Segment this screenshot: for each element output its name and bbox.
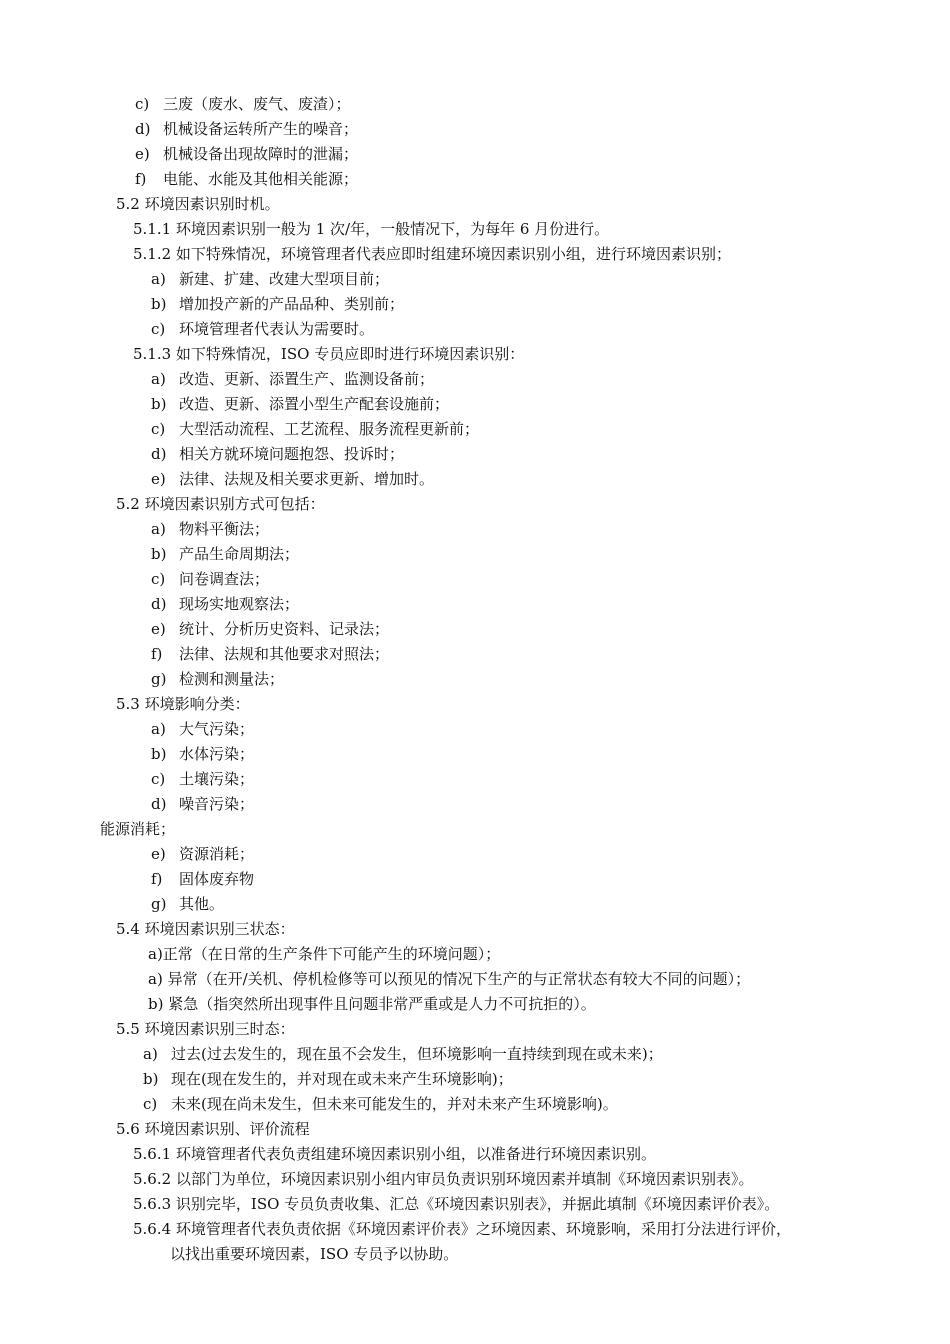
list-item-text: 其他。 bbox=[179, 895, 225, 913]
list-item-marker: e) bbox=[135, 145, 150, 163]
list-item bbox=[0, 292, 950, 317]
list-item bbox=[0, 867, 950, 892]
list-item-marker: b) bbox=[151, 295, 167, 313]
list-item-text: 土壤污染； bbox=[179, 770, 255, 788]
list-item-marker: b) bbox=[143, 1070, 159, 1088]
list-item-marker: d) bbox=[135, 120, 151, 138]
paragraph-text: 以找出重要环境因素，ISO 专员予以协助。 bbox=[170, 1245, 459, 1263]
paragraph-line bbox=[0, 992, 950, 1017]
paragraph-line bbox=[0, 967, 950, 992]
paragraph-line bbox=[0, 1217, 950, 1242]
paragraph-text: 5.1.1 环境因素识别一般为 1 次/年，一般情况下，为每年 6 月份进行。 bbox=[133, 220, 610, 238]
paragraph-line bbox=[0, 1192, 950, 1217]
paragraph-line bbox=[0, 1117, 950, 1142]
paragraph-line bbox=[0, 817, 950, 842]
list-item-marker: d) bbox=[151, 445, 167, 463]
paragraph-text: 5.2 环境因素识别方式可包括： bbox=[116, 495, 325, 513]
paragraph-text: 5.1.3 如下特殊情况，ISO 专员应即时进行环境因素识别： bbox=[133, 345, 525, 363]
list-item-marker: b) bbox=[151, 395, 167, 413]
list-item bbox=[0, 1067, 950, 1092]
list-item bbox=[0, 92, 950, 117]
list-item-text: 法律、法规及相关要求更新、增加时。 bbox=[179, 470, 435, 488]
list-item-text: 资源消耗； bbox=[179, 845, 255, 863]
list-item-text: 电能、水能及其他相关能源； bbox=[163, 170, 359, 188]
list-item-marker: a) bbox=[143, 1045, 158, 1063]
list-item bbox=[0, 142, 950, 167]
paragraph-text: 5.1.2 如下特殊情况，环境管理者代表应即时组建环境因素识别小组，进行环境因素识别； bbox=[133, 245, 731, 263]
list-item bbox=[0, 417, 950, 442]
paragraph-text: 5.4 环境因素识别三状态： bbox=[116, 920, 295, 938]
list-item-text: 机械设备出现故障时的泄漏； bbox=[163, 145, 359, 163]
paragraph-text: 5.6.2 以部门为单位，环境因素识别小组内审员负责识别环境因素并填制《环境因素识别表》。 bbox=[133, 1170, 754, 1188]
list-item-marker: a) bbox=[151, 270, 166, 288]
list-item bbox=[0, 842, 950, 867]
list-item-text: 问卷调查法； bbox=[179, 570, 270, 588]
list-item bbox=[0, 892, 950, 917]
list-item-marker: b) bbox=[151, 545, 167, 563]
list-item-text: 产品生命周期法； bbox=[179, 545, 300, 563]
paragraph-text: a) 异常（在开/关机、停机检修等可以预见的情况下生产的与正常状态有较大不同的问题）； bbox=[148, 970, 751, 988]
list-item-marker: c) bbox=[151, 570, 166, 588]
list-item-marker: a) bbox=[151, 370, 166, 388]
list-item bbox=[0, 392, 950, 417]
paragraph-line bbox=[0, 1242, 950, 1267]
list-item-text: 现场实地观察法； bbox=[179, 595, 300, 613]
list-item bbox=[0, 117, 950, 142]
paragraph-text: 5.6.4 环境管理者代表负责依据《环境因素评价表》之环境因素、环境影响，采用打分法进行评价， bbox=[133, 1220, 791, 1238]
list-item bbox=[0, 1042, 950, 1067]
paragraph-text: 5.5 环境因素识别三时态： bbox=[116, 1020, 295, 1038]
paragraph-text: b) 紧急（指突然所出现事件且问题非常严重或是人力不可抗拒的）。 bbox=[148, 995, 596, 1013]
list-item bbox=[0, 742, 950, 767]
paragraph-text: 5.6 环境因素识别、评价流程 bbox=[116, 1120, 310, 1138]
paragraph-line bbox=[0, 1017, 950, 1042]
paragraph-text: 能源消耗； bbox=[100, 820, 176, 838]
paragraph-line bbox=[0, 917, 950, 942]
paragraph-text: 5.3 环境影响分类： bbox=[116, 695, 250, 713]
list-item-marker: f) bbox=[151, 645, 163, 663]
list-item-marker: e) bbox=[151, 845, 166, 863]
list-item bbox=[0, 717, 950, 742]
list-item-text: 增加投产新的产品品种、类别前； bbox=[179, 295, 405, 313]
list-item-marker: d) bbox=[151, 595, 167, 613]
list-item-text: 噪音污染； bbox=[179, 795, 255, 813]
list-item bbox=[0, 367, 950, 392]
list-item bbox=[0, 442, 950, 467]
list-item bbox=[0, 267, 950, 292]
list-item bbox=[0, 517, 950, 542]
list-item-marker: e) bbox=[151, 470, 166, 488]
paragraph-line bbox=[0, 1167, 950, 1192]
paragraph-line bbox=[0, 942, 950, 967]
list-item-marker: c) bbox=[151, 320, 166, 338]
list-item bbox=[0, 642, 950, 667]
list-item bbox=[0, 667, 950, 692]
list-item-text: 大型活动流程、工艺流程、服务流程更新前； bbox=[179, 420, 480, 438]
list-item bbox=[0, 592, 950, 617]
list-item-text: 三废（废水、废气、废渣）； bbox=[163, 95, 351, 113]
list-item bbox=[0, 792, 950, 817]
list-item bbox=[0, 467, 950, 492]
list-item-text: 机械设备运转所产生的噪音； bbox=[163, 120, 359, 138]
list-item bbox=[0, 617, 950, 642]
list-item-text: 检测和测量法； bbox=[179, 670, 285, 688]
list-item-text: 环境管理者代表认为需要时。 bbox=[179, 320, 375, 338]
list-item-text: 改造、更新、添置生产、监测设备前； bbox=[179, 370, 435, 388]
list-item-marker: c) bbox=[151, 770, 166, 788]
list-item-marker: d) bbox=[151, 795, 167, 813]
list-item-marker: g) bbox=[151, 670, 167, 688]
list-item-marker: f) bbox=[135, 170, 147, 188]
list-item-marker: a) bbox=[151, 720, 166, 738]
paragraph-text: 5.6.1 环境管理者代表负责组建环境因素识别小组，以准备进行环境因素识别。 bbox=[133, 1145, 656, 1163]
list-item-text: 未来(现在尚未发生，但未来可能发生的，并对未来产生环境影响)。 bbox=[171, 1095, 618, 1113]
list-item bbox=[0, 567, 950, 592]
list-item bbox=[0, 767, 950, 792]
list-item-text: 改造、更新、添置小型生产配套设施前； bbox=[179, 395, 450, 413]
paragraph-text: 5.6.3 识别完毕，ISO 专员负责收集、汇总《环境因素识别表》，并据此填制《环境因素评价表》。 bbox=[133, 1195, 780, 1213]
paragraph-line bbox=[0, 1142, 950, 1167]
list-item-text: 现在(现在发生的，并对现在或未来产生环境影响)； bbox=[171, 1070, 513, 1088]
list-item-marker: c) bbox=[135, 95, 150, 113]
list-item-text: 过去(过去发生的，现在虽不会发生，但环境影响一直持续到现在或未来)； bbox=[171, 1045, 663, 1063]
list-item-marker: b) bbox=[151, 745, 167, 763]
list-item-text: 物料平衡法； bbox=[179, 520, 270, 538]
paragraph-text: 5.2 环境因素识别时机。 bbox=[116, 195, 280, 213]
list-item-marker: e) bbox=[151, 620, 166, 638]
paragraph-line bbox=[0, 692, 950, 717]
list-item-text: 大气污染； bbox=[179, 720, 255, 738]
document-body bbox=[0, 92, 950, 1267]
list-item-text: 相关方就环境问题抱怨、投诉时； bbox=[179, 445, 405, 463]
list-item-marker: a) bbox=[151, 520, 166, 538]
list-item bbox=[0, 542, 950, 567]
list-item-text: 水体污染； bbox=[179, 745, 255, 763]
list-item-text: 统计、分析历史资料、记录法； bbox=[179, 620, 390, 638]
list-item-marker: c) bbox=[143, 1095, 158, 1113]
list-item-marker: g) bbox=[151, 895, 167, 913]
paragraph-line bbox=[0, 217, 950, 242]
paragraph-line bbox=[0, 492, 950, 517]
paragraph-line bbox=[0, 242, 950, 267]
paragraph-line bbox=[0, 192, 950, 217]
list-item-text: 固体废弃物 bbox=[179, 870, 255, 888]
paragraph-line bbox=[0, 342, 950, 367]
list-item bbox=[0, 167, 950, 192]
list-item bbox=[0, 1092, 950, 1117]
list-item-marker: c) bbox=[151, 420, 166, 438]
list-item-text: 新建、扩建、改建大型项目前； bbox=[179, 270, 390, 288]
list-item bbox=[0, 317, 950, 342]
list-item-text: 法律、法规和其他要求对照法； bbox=[179, 645, 390, 663]
list-item-marker: f) bbox=[151, 870, 163, 888]
paragraph-text: a)正常（在日常的生产条件下可能产生的环境问题）； bbox=[148, 945, 501, 963]
